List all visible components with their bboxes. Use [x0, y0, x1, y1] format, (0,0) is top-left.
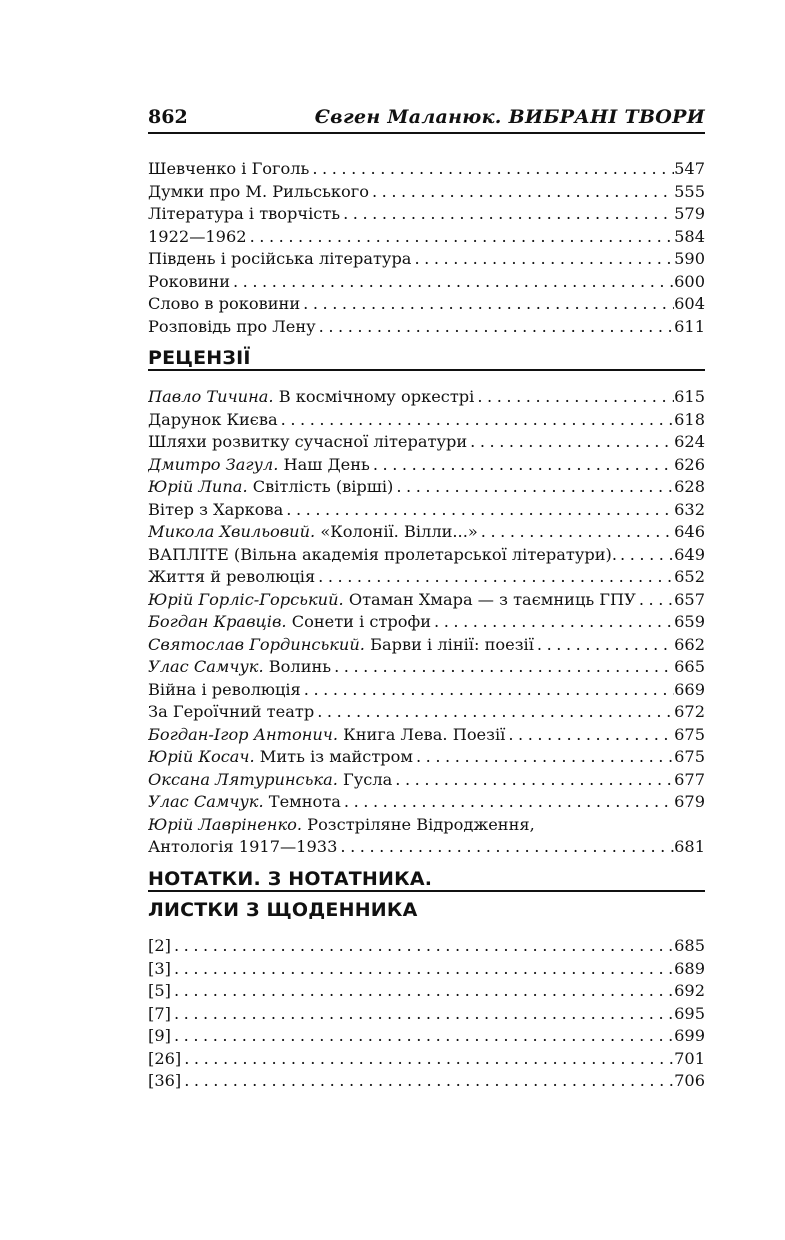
dot-leader	[171, 980, 674, 1003]
toc-entry[interactable]	[148, 181, 705, 204]
entry-title: Думки про М. Рильського	[148, 181, 369, 201]
dot-leader	[314, 701, 674, 724]
entry-title: [5]	[148, 981, 171, 1000]
entry-page: 646	[674, 522, 705, 541]
entry-author: Юрій Косач.	[148, 747, 255, 766]
entry-text	[148, 293, 300, 316]
toc-entry[interactable]	[148, 724, 705, 747]
entry-page: 699	[674, 1026, 705, 1045]
entry-title: В космічному оркестрі	[278, 387, 475, 406]
entry-title: [26]	[148, 1048, 182, 1068]
entry-author: Дмитро Загул.	[148, 454, 279, 474]
entry-author: Павло Тичина.	[148, 387, 274, 406]
entry-text	[148, 679, 301, 702]
entry-author: Юрій Липа.	[148, 477, 248, 496]
entry-text	[148, 980, 171, 1003]
entry-author: Микола Хвильовий.	[148, 522, 316, 541]
entry-text	[148, 769, 392, 792]
toc-entry[interactable]	[148, 958, 705, 981]
dot-leader	[478, 521, 674, 544]
toc-entry[interactable]	[148, 226, 705, 249]
entry-text	[148, 958, 171, 981]
entry-text	[148, 544, 617, 567]
dot-leader	[467, 431, 674, 454]
entry-text	[148, 634, 534, 657]
entry-text	[148, 476, 393, 499]
entry-title: Роковини	[148, 271, 230, 291]
dot-leader	[283, 499, 674, 522]
dot-leader	[247, 226, 675, 249]
dot-leader	[474, 386, 674, 409]
toc-entry[interactable]	[148, 1070, 705, 1093]
page-number: 862	[148, 106, 188, 128]
entry-text	[148, 181, 369, 204]
entry-page: 600	[674, 271, 705, 291]
entry-title: Антологія 1917—1933	[148, 837, 338, 856]
entry-page: 618	[674, 409, 705, 429]
toc-entry[interactable]	[148, 544, 705, 567]
entry-author: Богдан Кравців.	[148, 612, 287, 631]
dot-leader	[505, 724, 674, 747]
entry-page: 672	[674, 702, 705, 721]
toc-entry-line1	[148, 814, 705, 837]
dot-leader	[181, 1070, 674, 1093]
entry-text	[148, 454, 370, 477]
toc-entry[interactable]	[148, 769, 705, 792]
entry-title: [3]	[148, 958, 171, 978]
entry-title: Південь і російська література	[148, 249, 412, 268]
entry-text	[148, 656, 331, 679]
entry-text	[148, 499, 283, 522]
entry-title: [36]	[148, 1071, 182, 1090]
toc-entry[interactable]	[148, 1003, 705, 1026]
entry-author: Юрій Лавріненко.	[148, 814, 303, 834]
entry-text	[148, 1025, 171, 1048]
running-title	[315, 106, 705, 128]
entry-title: «Колонії. Вілли...»	[320, 522, 478, 541]
entry-page: 695	[674, 1003, 705, 1023]
dot-leader	[171, 935, 674, 958]
toc-entry[interactable]	[148, 316, 705, 339]
dot-leader	[369, 181, 674, 204]
entry-page: 706	[674, 1071, 705, 1090]
entry-page: 649	[674, 544, 705, 564]
entry-page: 689	[674, 958, 705, 978]
entry-page: 624	[674, 432, 705, 451]
entry-title: Гусла	[343, 769, 393, 789]
entry-text	[148, 1070, 181, 1093]
dot-leader	[393, 476, 674, 499]
dot-leader	[617, 544, 674, 567]
entry-page: 547	[674, 159, 705, 178]
dot-leader	[370, 454, 674, 477]
entry-page: 692	[674, 981, 705, 1000]
toc-entry[interactable]	[148, 746, 705, 769]
toc-entry[interactable]	[148, 589, 705, 612]
toc-entry[interactable]	[148, 454, 705, 477]
entry-title: [2]	[148, 936, 171, 955]
dot-leader	[340, 203, 674, 226]
dot-leader	[309, 158, 674, 181]
toc-entry[interactable]	[148, 634, 705, 657]
toc-entry[interactable]	[148, 409, 705, 432]
entry-text	[148, 158, 309, 181]
entry-text	[148, 409, 278, 432]
entry-title: Життя й революція	[148, 567, 316, 586]
entry-page: 590	[674, 249, 705, 268]
entry-text	[148, 791, 341, 814]
dot-leader	[278, 409, 674, 432]
entry-text	[148, 1003, 171, 1026]
toc-entry[interactable]	[148, 656, 705, 679]
entry-page: 675	[674, 747, 705, 766]
dot-leader	[230, 271, 674, 294]
entry-text	[148, 316, 316, 339]
dot-leader	[534, 634, 674, 657]
toc-entry-line2[interactable]	[148, 836, 705, 859]
entry-author: Святослав Гординський.	[148, 634, 365, 654]
entry-text	[148, 589, 636, 612]
entry-page: 659	[674, 612, 705, 631]
entry-author: Оксана Лятуринська.	[148, 769, 338, 789]
dot-leader	[300, 293, 674, 316]
toc-entry[interactable]	[148, 611, 705, 634]
entry-title: Світлість (вірші)	[252, 477, 394, 496]
dot-leader	[316, 316, 674, 339]
dot-leader	[431, 611, 674, 634]
entry-page: 632	[674, 499, 705, 519]
toc-list-reviews	[148, 386, 705, 814]
entry-author: Улас Самчук.	[148, 792, 264, 811]
entry-author: Юрій Горліс-Горський.	[148, 589, 344, 609]
header-book-title: ВИБРАНІ ТВОРИ	[508, 106, 705, 128]
entry-title: За Героїчний театр	[148, 702, 315, 721]
entry-text	[148, 935, 171, 958]
entry-text	[148, 226, 247, 249]
toc-entry[interactable]	[148, 1048, 705, 1071]
toc-entry[interactable]	[148, 980, 705, 1003]
section-heading-diary: ЛИСТКИ З ЩОДЕННИКА	[148, 899, 418, 921]
dot-leader	[341, 791, 674, 814]
entry-text	[148, 746, 413, 769]
entry-text	[148, 724, 505, 747]
entry-text	[148, 521, 478, 544]
dot-leader	[171, 1025, 674, 1048]
entry-page: 662	[674, 634, 705, 654]
entry-title: Сонети і строфи	[291, 612, 432, 631]
entry-title: Темнота	[268, 792, 341, 811]
toc-entry[interactable]	[148, 158, 705, 181]
dot-leader	[636, 589, 674, 612]
dot-leader	[331, 656, 674, 679]
entry-title: ВАПЛІТЕ (Вільна академія пролетарської літератури).	[148, 544, 617, 564]
section-heading-notes: НОТАТКИ. З НОТАТНИКА.	[148, 868, 705, 892]
toc-entry[interactable]	[148, 935, 705, 958]
entry-page: 628	[674, 477, 705, 496]
entry-title: Війна і революція	[148, 679, 301, 699]
toc-entry[interactable]	[148, 271, 705, 294]
entry-title: [7]	[148, 1003, 171, 1023]
running-header	[148, 102, 705, 134]
entry-author: Богдан-Ігор Антонич.	[148, 724, 339, 744]
entry-title: 1922—1962	[148, 226, 247, 246]
entry-title: Волинь	[268, 657, 332, 676]
entry-text	[148, 203, 340, 226]
entry-title: Отаман Хмара — з таємниць ГПУ	[348, 589, 636, 609]
entry-author: Улас Самчук.	[148, 657, 264, 676]
entry-page: 657	[674, 589, 705, 609]
entry-text	[148, 431, 467, 454]
entry-title: Книга Лева. Поезії	[343, 724, 506, 744]
toc-entry[interactable]	[148, 521, 705, 544]
toc-entry[interactable]	[148, 431, 705, 454]
entry-title: Дарунок Києва	[148, 409, 278, 429]
entry-title: [9]	[148, 1026, 171, 1045]
entry-page: 669	[674, 679, 705, 699]
entry-title: Література і творчість	[148, 204, 341, 223]
entry-page: 685	[674, 936, 705, 955]
toc-entry[interactable]	[148, 293, 705, 316]
dot-leader	[315, 566, 674, 589]
entry-title: Розстріляне Відродження,	[307, 814, 535, 834]
entry-page: 584	[674, 226, 705, 246]
entry-title: Барви і лінії: поезії	[370, 634, 534, 654]
entry-page: 701	[674, 1048, 705, 1068]
entry-title: Слово в роковини	[148, 294, 301, 313]
dot-leader	[171, 958, 674, 981]
toc-entry[interactable]	[148, 248, 705, 271]
toc-entry[interactable]	[148, 701, 705, 724]
entry-text	[148, 271, 230, 294]
toc-entry-multiline	[148, 814, 705, 859]
entry-page: 652	[674, 567, 705, 586]
toc-entry[interactable]	[148, 203, 705, 226]
toc-entry[interactable]	[148, 1025, 705, 1048]
entry-page: 579	[674, 204, 705, 223]
entry-page: 665	[674, 657, 705, 676]
toc-entry[interactable]	[148, 679, 705, 702]
toc-entry[interactable]	[148, 386, 705, 409]
toc-entry[interactable]	[148, 566, 705, 589]
toc-entry[interactable]	[148, 499, 705, 522]
entry-page: 681	[674, 837, 705, 856]
dot-leader	[411, 248, 674, 271]
entry-text	[148, 1048, 181, 1071]
entry-page: 555	[674, 181, 705, 201]
entry-page: 604	[674, 294, 705, 313]
dot-leader	[171, 1003, 674, 1026]
toc-list-essays	[148, 158, 705, 338]
toc-entry[interactable]	[148, 791, 705, 814]
entry-title: Мить із майстром	[259, 747, 413, 766]
entry-title: Вітер з Харкова	[148, 499, 284, 519]
dot-leader	[392, 769, 674, 792]
entry-text	[148, 611, 431, 634]
entry-page: 677	[674, 769, 705, 789]
entry-page: 675	[674, 724, 705, 744]
entry-title: Шевченко і Гоголь	[148, 159, 310, 178]
entry-title: Шляхи розвитку сучасної літератури	[148, 432, 468, 451]
entry-title: Наш День	[283, 454, 370, 474]
dot-leader	[337, 836, 674, 859]
toc-entry[interactable]	[148, 476, 705, 499]
dot-leader	[413, 746, 674, 769]
entry-text	[148, 566, 315, 589]
entry-page: 679	[674, 792, 705, 811]
entry-page: 611	[674, 316, 705, 336]
entry-page: 626	[674, 454, 705, 474]
header-author: Євген Маланюк.	[314, 106, 502, 128]
toc-list-notes	[148, 935, 705, 1093]
entry-page: 615	[674, 387, 705, 406]
entry-text	[148, 248, 411, 271]
dot-leader	[181, 1048, 674, 1071]
book-page	[148, 0, 705, 1240]
section-heading-reviews: РЕЦЕНЗІЇ	[148, 347, 705, 371]
entry-text	[148, 386, 474, 409]
entry-text	[148, 701, 314, 724]
entry-title: Розповідь про Лену	[148, 316, 316, 336]
dot-leader	[301, 679, 674, 702]
